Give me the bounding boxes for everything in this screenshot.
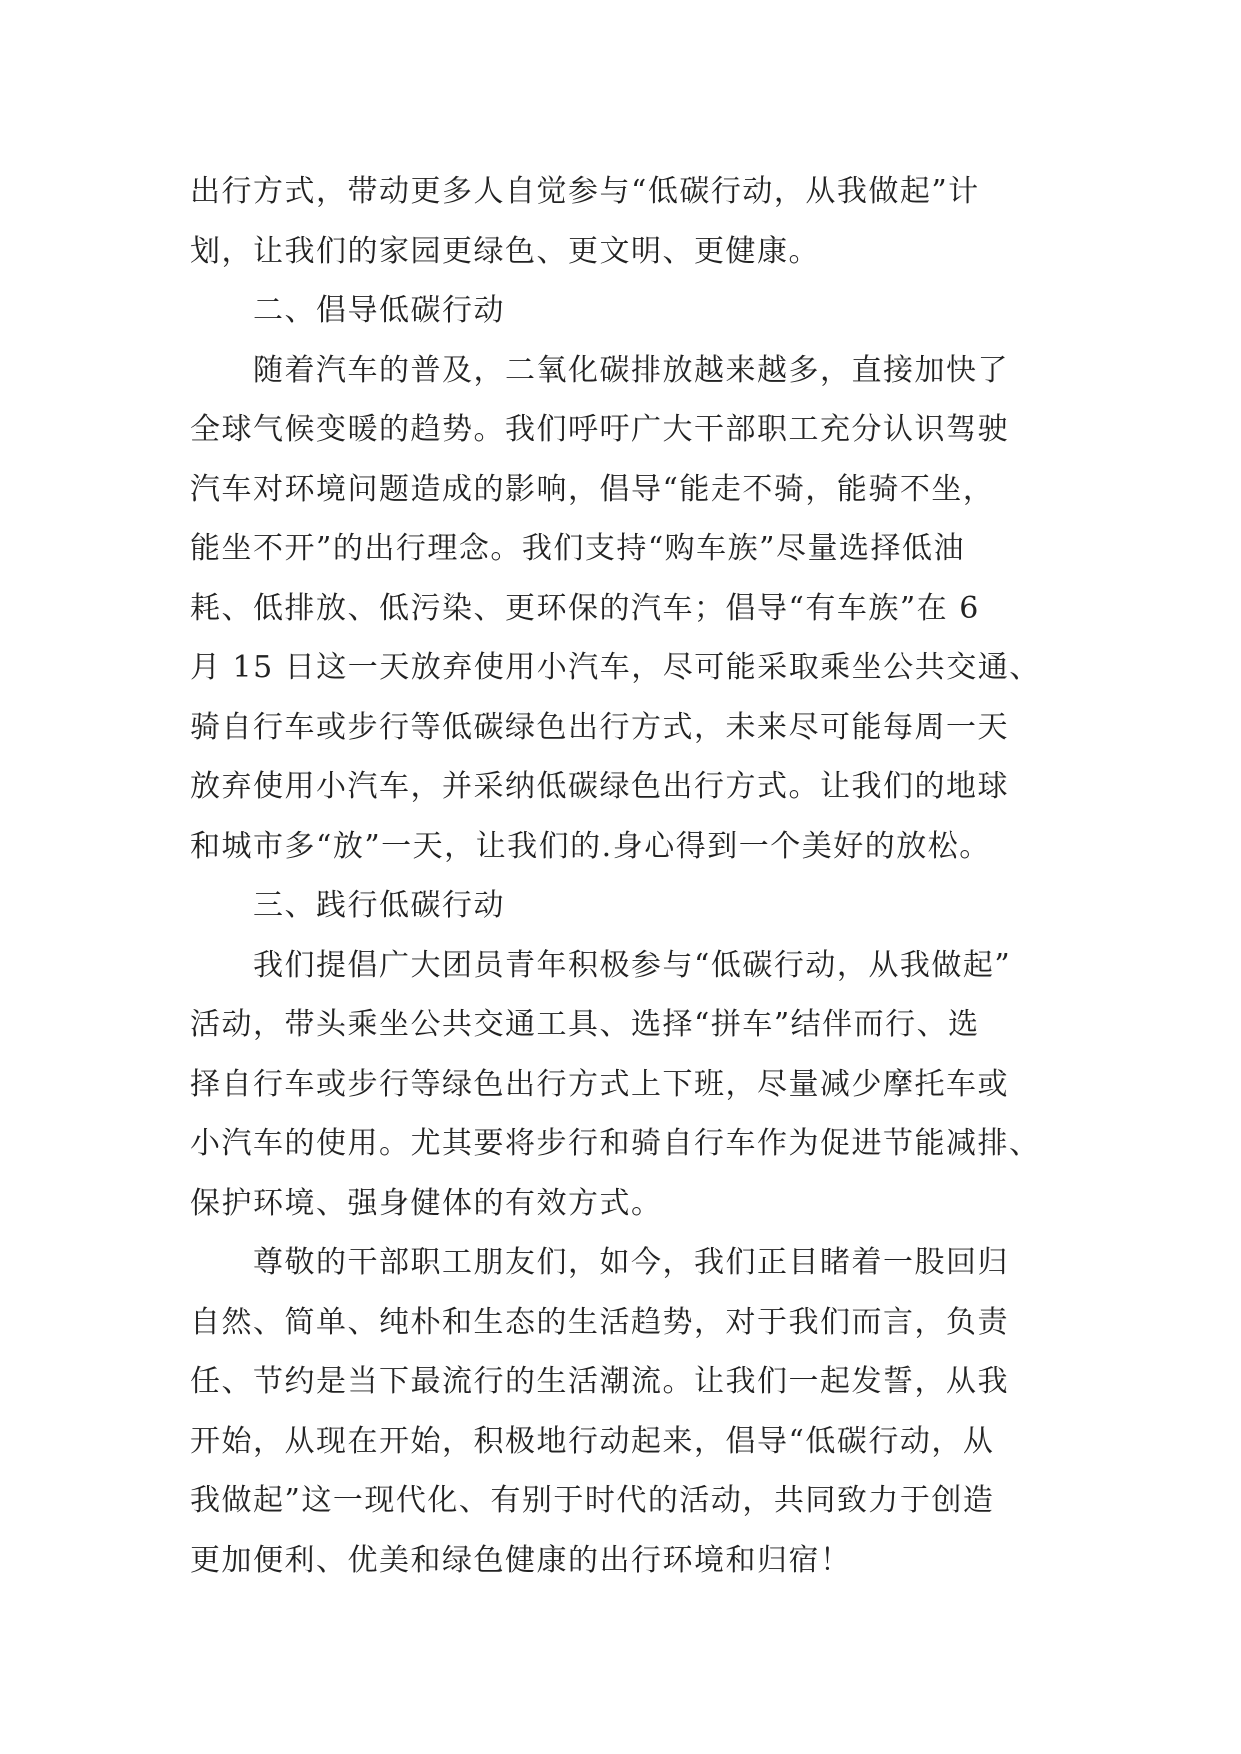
text-line: 我做起”这一现代化、有别于时代的活动，共同致力于创造 bbox=[190, 1483, 995, 1518]
text-line: 骑自行车或步行等低碳绿色出行方式，未来尽可能每周一天 bbox=[190, 709, 1009, 745]
text-line: 划，让我们的家园更绿色、更文明、更健康。 bbox=[190, 233, 820, 269]
text-line: 出行方式，带动更多人自觉参与“低碳行动，从我做起”计 bbox=[190, 174, 980, 209]
text-line: 月 15 日这一天放弃使用小汽车，尽可能采取乘坐公共交通、 bbox=[190, 650, 1041, 685]
text-line: 能坐不开”的出行理念。我们支持“购车族”尽量选择低油 bbox=[190, 531, 966, 566]
text-line: 随着汽车的普及，二氧化碳排放越来越多，直接加快了 bbox=[253, 352, 1009, 388]
text-line: 自然、简单、纯朴和生态的生活趋势，对于我们而言，负责 bbox=[190, 1304, 1009, 1340]
text-line: 更加便利、优美和绿色健康的出行环境和归宿！ bbox=[190, 1542, 852, 1578]
text-line: 尊敬的干部职工朋友们，如今，我们正目睹着一股回归 bbox=[253, 1245, 1009, 1280]
text-line: 放弃使用小汽车，并采纳低碳绿色出行方式。让我们的地球 bbox=[190, 769, 1009, 804]
text-line: 活动，带头乘坐公共交通工具、选择“拼车”结伴而行、选 bbox=[190, 1007, 980, 1042]
text-line: 开始，从现在开始，积极地行动起来，倡导“低碳行动，从 bbox=[190, 1423, 995, 1459]
text-line: 任、节约是当下最流行的生活潮流。让我们一起发誓，从我 bbox=[190, 1364, 1009, 1399]
text-line: 小汽车的使用。尤其要将步行和骑自行车作为促进节能减排、 bbox=[190, 1126, 1041, 1161]
section-heading: 二、倡导低碳行动 bbox=[253, 293, 505, 328]
text-line: 全球气候变暖的趋势。我们呼吁广大干部职工充分认识驾驶 bbox=[190, 412, 1009, 447]
document-body bbox=[190, 162, 1070, 1590]
section-heading: 三、践行低碳行动 bbox=[253, 888, 505, 923]
text-line: 耗、低排放、低污染、更环保的汽车；倡导“有车族”在 6 bbox=[190, 590, 980, 626]
text-line: 择自行车或步行等绿色出行方式上下班，尽量减少摩托车或 bbox=[190, 1066, 1009, 1102]
text-line: 汽车对环境问题造成的影响，倡导“能走不骑，能骑不坐， bbox=[190, 471, 995, 507]
text-line: 和城市多“放”一天，让我们的.身心得到一个美好的放松。 bbox=[190, 828, 991, 864]
text-line: 我们提倡广大团员青年积极参与“低碳行动，从我做起” bbox=[253, 947, 1012, 983]
text-line: 保护环境、强身健体的有效方式。 bbox=[190, 1185, 663, 1221]
